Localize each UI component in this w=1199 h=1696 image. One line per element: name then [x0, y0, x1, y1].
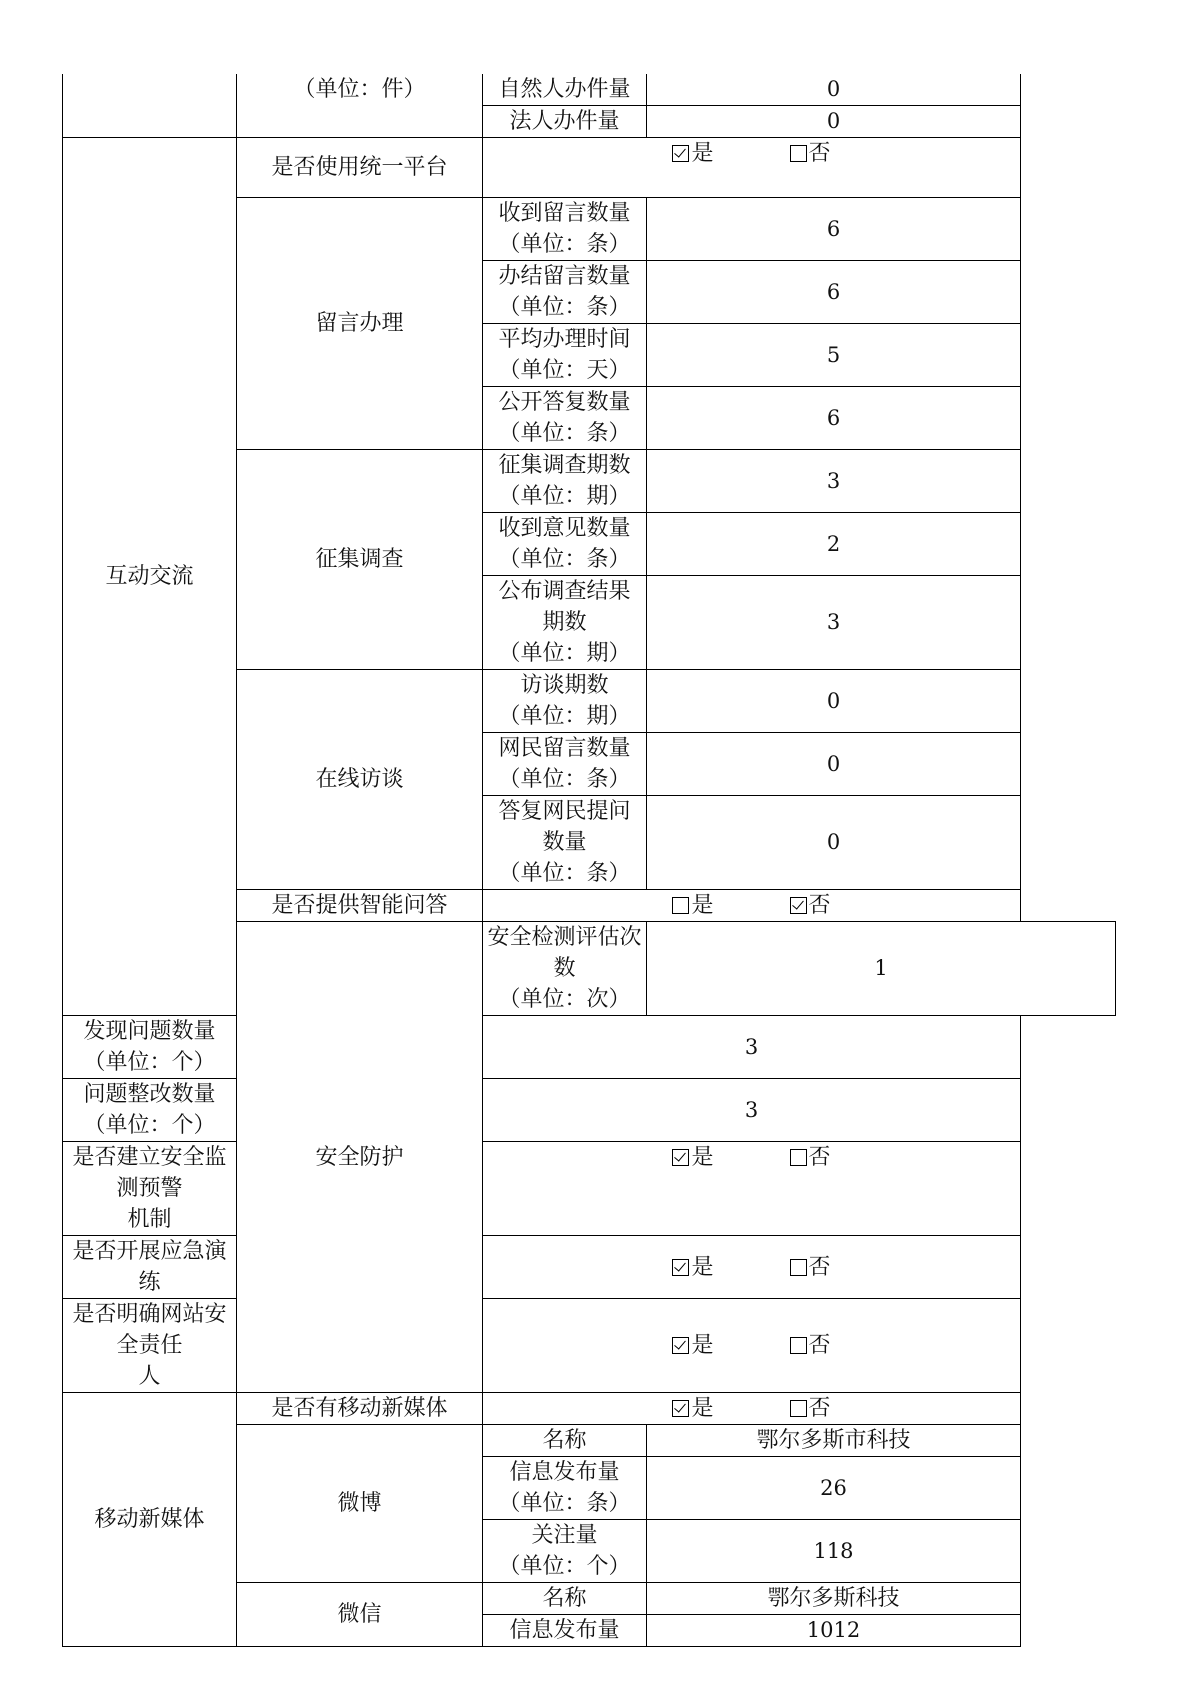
issues-fixed-label: 问题整改数量 （单位：个）: [63, 1079, 237, 1142]
netizen-messages-label: 网民留言数量 （单位：条）: [483, 733, 647, 796]
survey-results-label: 公布调查结果 期数 （单位：期）: [483, 576, 647, 670]
survey-label: 征集调查: [237, 450, 483, 670]
monitor-label: 是否建立安全监测预警 机制: [63, 1142, 237, 1236]
wechat-posts-label: 信息发布量: [483, 1615, 647, 1647]
monitor-options: 是 否: [483, 1142, 1021, 1236]
checkbox-empty-icon[interactable]: [672, 897, 689, 914]
unified-platform-options: 是 否: [483, 138, 1021, 198]
avg-time-label: 平均办理时间 （单位：天）: [483, 324, 647, 387]
weibo-posts-label: 信息发布量 （单位：条）: [483, 1457, 647, 1520]
survey-results-value: 3: [647, 576, 1021, 670]
natural-person-label: 自然人办件量: [483, 74, 647, 106]
security-checks-label: 安全检测评估次数 （单位：次）: [483, 922, 647, 1016]
legal-person-label: 法人办件量: [483, 106, 647, 138]
has-media-options: 是 否: [483, 1393, 1021, 1425]
netizen-messages-value: 0: [647, 733, 1021, 796]
owner-label: 是否明确网站安全责任 人: [63, 1299, 237, 1393]
statistics-table: [62, 74, 1116, 1647]
wechat-name-label: 名称: [483, 1583, 647, 1615]
blank-cell: [63, 74, 237, 138]
avg-time-value: 5: [647, 324, 1021, 387]
weibo-fans-value: 118: [647, 1520, 1021, 1583]
checkbox-empty-icon[interactable]: [790, 145, 807, 162]
checkbox-empty-icon[interactable]: [790, 1400, 807, 1417]
interview-periods-label: 访谈期数 （单位：期）: [483, 670, 647, 733]
checkbox-empty-icon[interactable]: [790, 1149, 807, 1166]
unit-label: （单位：件）: [237, 74, 483, 138]
checkbox-checked-icon[interactable]: [672, 1337, 689, 1354]
owner-options: 是 否: [483, 1299, 1021, 1393]
public-reply-label: 公开答复数量 （单位：条）: [483, 387, 647, 450]
issues-fixed-value: 3: [483, 1079, 1021, 1142]
issues-found-label: 发现问题数量 （单位：个）: [63, 1016, 237, 1079]
issues-found-value: 3: [483, 1016, 1021, 1079]
received-messages-label: 收到留言数量 （单位：条）: [483, 198, 647, 261]
weibo-fans-label: 关注量 （单位：个）: [483, 1520, 647, 1583]
group-security: 安全防护: [237, 922, 483, 1393]
wechat-name-value: 鄂尔多斯科技: [647, 1583, 1021, 1615]
checkbox-checked-icon[interactable]: [672, 1259, 689, 1276]
public-reply-value: 6: [647, 387, 1021, 450]
online-interview-label: 在线访谈: [237, 670, 483, 890]
checkbox-empty-icon[interactable]: [790, 1259, 807, 1276]
weibo-name-label: 名称: [483, 1425, 647, 1457]
group-media: 移动新媒体: [63, 1393, 237, 1647]
wechat-posts-value: 1012: [647, 1615, 1021, 1647]
natural-person-value: 0: [647, 74, 1021, 106]
checkbox-checked-icon[interactable]: [790, 897, 807, 914]
finished-messages-label: 办结留言数量 （单位：条）: [483, 261, 647, 324]
smart-qa-options: 是 否: [483, 890, 1021, 922]
legal-person-value: 0: [647, 106, 1021, 138]
drill-label: 是否开展应急演练: [63, 1236, 237, 1299]
checkbox-checked-icon[interactable]: [672, 1149, 689, 1166]
survey-periods-value: 3: [647, 450, 1021, 513]
checkbox-checked-icon[interactable]: [672, 145, 689, 162]
weibo-posts-value: 26: [647, 1457, 1021, 1520]
survey-periods-label: 征集调查期数 （单位：期）: [483, 450, 647, 513]
opinions-value: 2: [647, 513, 1021, 576]
drill-options: 是 否: [483, 1236, 1021, 1299]
group-interaction: 互动交流: [63, 138, 237, 1016]
finished-messages-value: 6: [647, 261, 1021, 324]
opinions-label: 收到意见数量 （单位：条）: [483, 513, 647, 576]
checkbox-empty-icon[interactable]: [790, 1337, 807, 1354]
unified-platform-label: 是否使用统一平台: [237, 138, 483, 198]
smart-qa-label: 是否提供智能问答: [237, 890, 483, 922]
weibo-label: 微博: [237, 1425, 483, 1583]
wechat-label: 微信: [237, 1583, 483, 1647]
interview-periods-value: 0: [647, 670, 1021, 733]
received-messages-value: 6: [647, 198, 1021, 261]
answers-value: 0: [647, 796, 1021, 890]
message-handling-label: 留言办理: [237, 198, 483, 450]
weibo-name-value: 鄂尔多斯市科技: [647, 1425, 1021, 1457]
checkbox-checked-icon[interactable]: [672, 1400, 689, 1417]
answers-label: 答复网民提问 数量 （单位：条）: [483, 796, 647, 890]
has-media-label: 是否有移动新媒体: [237, 1393, 483, 1425]
security-checks-value: 1: [647, 922, 1116, 1016]
